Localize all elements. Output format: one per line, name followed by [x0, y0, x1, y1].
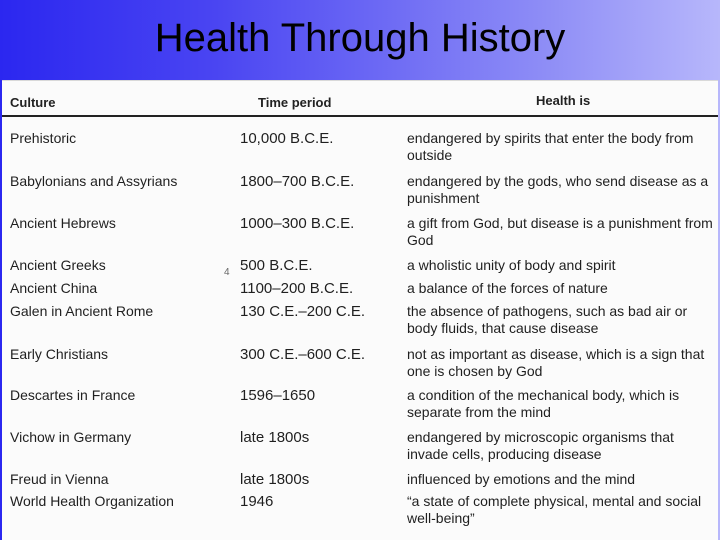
row-culture: Galen in Ancient Rome: [10, 303, 154, 319]
row-culture: Early Christians: [10, 346, 109, 362]
row-time-period: 10,000 B.C.E.: [240, 130, 334, 147]
row-health-description: not as important as disease, which is a sign that one is chosen by God: [407, 346, 705, 379]
row-time-period: 1000–300 B.C.E.: [240, 215, 355, 232]
row-health-description: the absence of pathogens, such as bad air or body fluids, that cause disease: [407, 303, 688, 336]
page-marker: 4: [224, 267, 230, 278]
row-culture: Vichow in Germany: [10, 429, 132, 445]
row-culture: Freud in Vienna: [10, 471, 109, 487]
row-time-period: late 1800s: [240, 471, 310, 488]
row-health-description: endangered by spirits that enter the body from outside: [407, 130, 694, 163]
row-time-period: late 1800s: [240, 429, 310, 446]
row-time-period: 300 C.E.–600 C.E.: [240, 346, 366, 363]
row-culture: Ancient Greeks: [10, 257, 106, 273]
row-culture: Prehistoric: [10, 130, 77, 146]
row-culture: Descartes in France: [10, 387, 136, 403]
header-divider: [2, 115, 718, 117]
header-culture: Culture: [10, 95, 56, 110]
row-health-description: a gift from God, but disease is a punishment from God: [407, 215, 713, 248]
header-time-period: Time period: [258, 95, 332, 110]
row-culture: World Health Organization: [10, 493, 174, 509]
row-health-description: endangered by the gods, who send disease as a punishment: [407, 173, 709, 206]
row-time-period: 1800–700 B.C.E.: [240, 173, 355, 190]
row-culture: Ancient Hebrews: [10, 215, 116, 231]
row-time-period: 500 B.C.E.: [240, 257, 313, 274]
row-time-period: 130 C.E.–200 C.E.: [240, 303, 366, 320]
history-table: [2, 80, 718, 540]
header-health-is: Health is: [536, 93, 591, 108]
table-header: [2, 91, 718, 115]
row-culture: Babylonians and Assyrians: [10, 173, 178, 189]
row-time-period: 1100–200 B.C.E.: [240, 280, 354, 297]
row-time-period: 1596–1650: [240, 387, 316, 404]
slide-title: Health Through History: [154, 16, 566, 60]
row-time-period: 1946: [240, 493, 274, 510]
row-health-description: “a state of complete physical, mental and social well-being”: [407, 493, 702, 526]
row-health-description: a wholistic unity of body and spirit: [407, 257, 616, 273]
row-health-description: a condition of the mechanical body, which is separate from the mind: [407, 387, 680, 420]
row-health-description: influenced by emotions and the mind: [407, 471, 636, 487]
row-culture: Ancient China: [10, 280, 98, 296]
row-health-description: endangered by microscopic organisms that invade cells, producing disease: [407, 429, 674, 462]
row-health-description: a balance of the forces of nature: [407, 280, 608, 296]
